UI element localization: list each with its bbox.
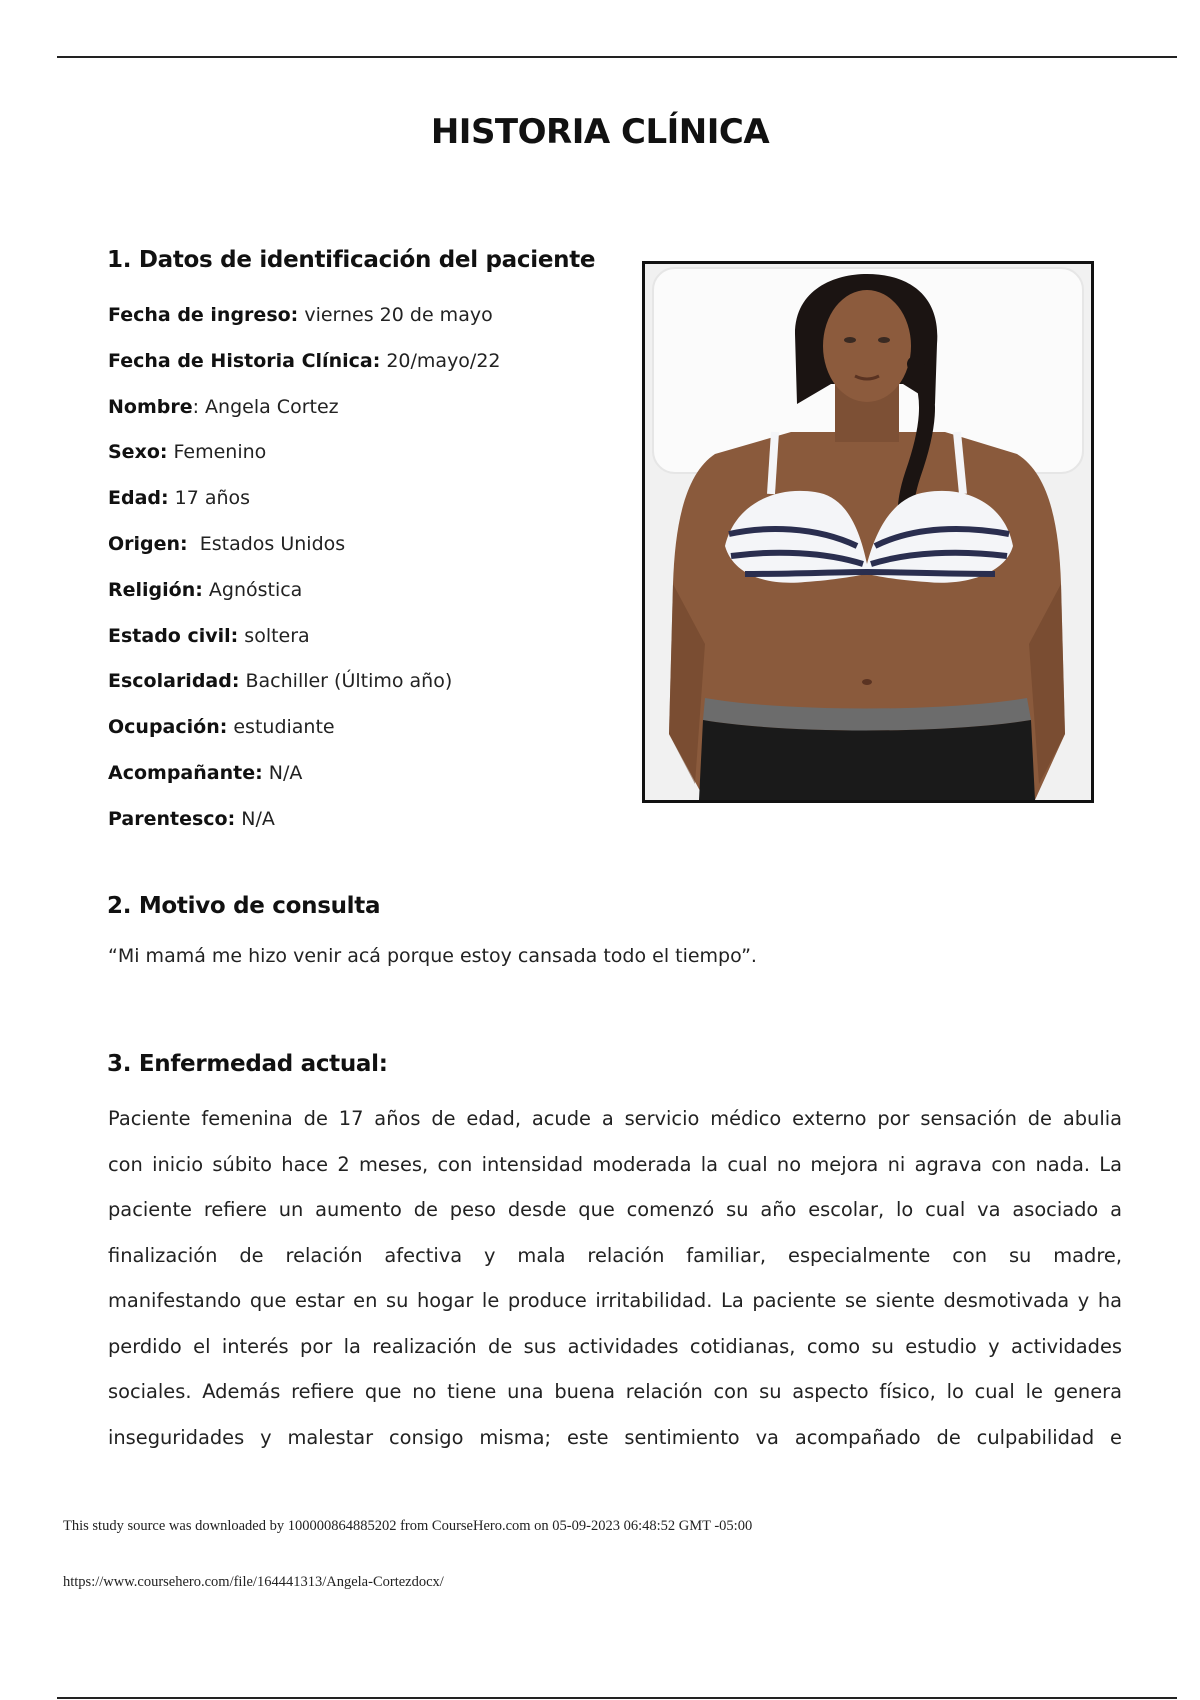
field-occupation: [108, 710, 501, 756]
field-value: 17 años: [168, 487, 251, 510]
download-note: This study source was downloaded by 100000864885202 from CourseHero.com on 05-09-2023 06:48:52 GMT -05:00: [63, 1518, 753, 1534]
patient-photo: [642, 261, 1094, 803]
field-label: Acompañante:: [108, 761, 263, 784]
field-label: Fecha de ingreso:: [108, 304, 299, 326]
field-value: soltera: [238, 624, 310, 647]
field-label: Origen:: [108, 532, 188, 555]
field-label: Nombre: [108, 395, 193, 418]
paragraph-line: finalización de relación afectiva y mala relación familiar, especialmente con su madre,: [108, 1243, 1122, 1267]
paragraph-line: inseguridades y malestar consigo misma; este sentimiento va acompañado de culpabilidad e: [108, 1425, 1122, 1449]
patient-fields-list: [108, 298, 501, 848]
field-sex: [108, 435, 501, 481]
field-label: Parentesco:: [108, 807, 236, 830]
field-admission-date: [108, 298, 501, 344]
face: [823, 290, 911, 402]
field-label: Edad:: [108, 487, 169, 510]
field-value: N/A: [262, 761, 303, 784]
paragraph-line: paciente refiere un aumento de peso desde que comenzó su año escolar, lo cual va asociado a: [108, 1198, 1122, 1221]
left-eye: [844, 337, 856, 343]
field-label: Estado civil:: [108, 624, 239, 647]
paragraph-line: manifestando que estar en su hogar le produce irritabilidad. La paciente se siente desmotivada y ha: [108, 1289, 1122, 1312]
field-companion: [108, 756, 501, 802]
section-heading-reason: 2. Motivo de consulta: [107, 893, 381, 919]
field-relationship: [108, 802, 501, 848]
field-value: Femenino: [167, 441, 267, 464]
field-value: viernes 20 de mayo: [298, 304, 493, 326]
field-religion: [108, 573, 501, 619]
bottom-divider: [57, 1697, 1177, 1699]
shorts: [699, 720, 1035, 800]
field-label: Fecha de Historia Clínica:: [108, 349, 381, 372]
field-label: Ocupación:: [108, 716, 228, 739]
field-label: Sexo:: [108, 441, 168, 464]
field-education: [108, 664, 501, 710]
field-value: estudiante: [227, 716, 335, 739]
field-label: Escolaridad:: [108, 670, 240, 693]
field-value: Agnóstica: [202, 578, 303, 601]
section-heading-current-illness: 3. Enfermedad actual:: [107, 1051, 388, 1077]
section-heading-patient-id: 1. Datos de identificación del paciente: [107, 247, 596, 273]
patient-illustration: [645, 264, 1091, 800]
navel: [862, 679, 872, 685]
left-strap: [771, 432, 775, 494]
current-illness-paragraph: [108, 1096, 1122, 1460]
field-name: [108, 390, 501, 436]
field-marital-status: [108, 619, 501, 665]
field-value: 20/mayo/22: [380, 349, 501, 372]
field-history-date: [108, 344, 501, 390]
field-value: N/A: [235, 807, 275, 830]
paragraph-line: Paciente femenina de 17 años de edad, acude a servicio médico externo por sensación de abulia: [108, 1107, 1122, 1130]
document-title: HISTORIA CLÍNICA: [430, 112, 770, 152]
reason-quote: “Mi mamá me hizo venir acá porque estoy cansada todo el tiempo”.: [108, 945, 757, 967]
top-divider: [57, 56, 1177, 58]
right-eye: [878, 337, 890, 343]
field-origin: [108, 527, 501, 573]
paragraph-line: sociales. Además refiere que no tiene una buena relación con su aspecto físico, lo cual le genera: [108, 1380, 1122, 1403]
field-value: : Angela Cortez: [192, 395, 339, 418]
field-value: Estados Unidos: [187, 532, 346, 555]
field-value: Bachiller (Último año): [239, 670, 453, 693]
field-age: [108, 481, 501, 527]
paragraph-line: con inicio súbito hace 2 meses, con intensidad moderada la cual no mejora ni agrava con nada. La: [108, 1152, 1122, 1176]
paragraph-line: perdido el interés por la realización de sus actividades cotidianas, como su estudio y actividades: [108, 1334, 1122, 1358]
field-label: Religión:: [108, 578, 203, 601]
source-url: https://www.coursehero.com/file/164441313/Angela-Cortezdocx/: [63, 1574, 444, 1590]
